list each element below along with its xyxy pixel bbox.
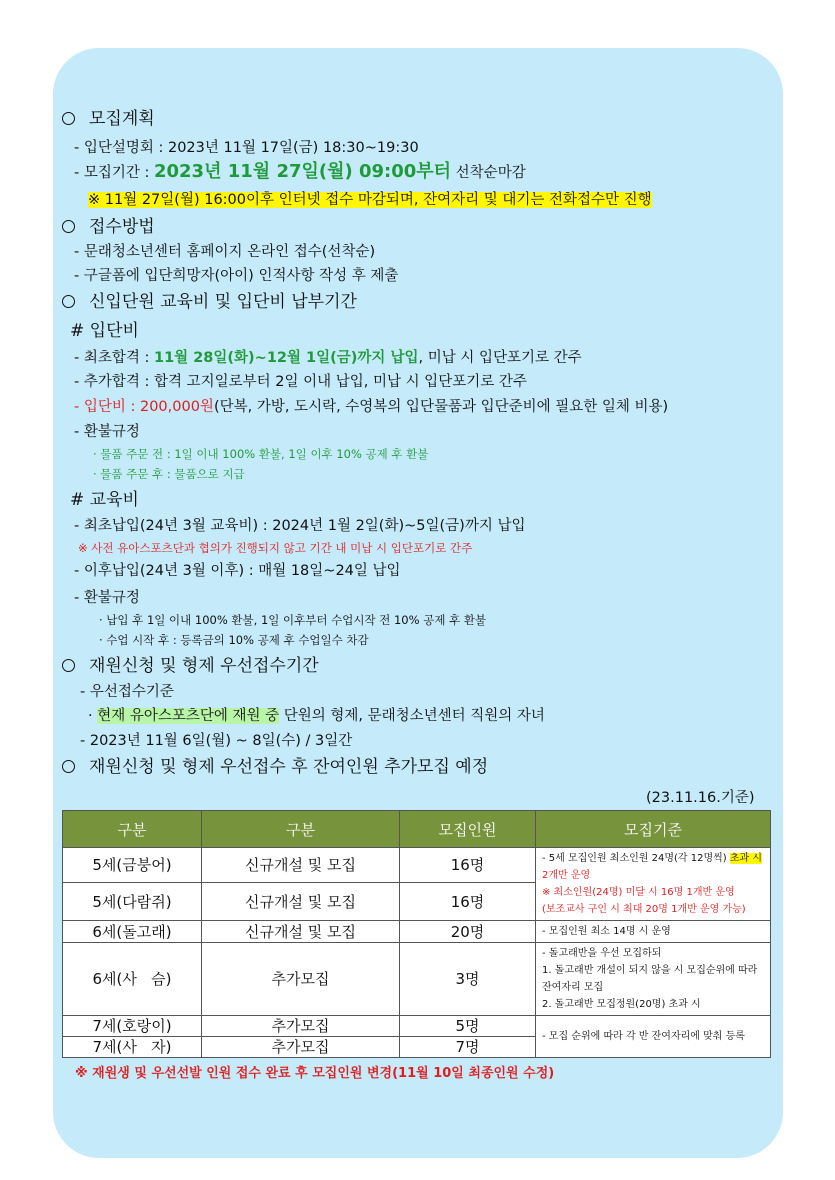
count-cell: 20명 <box>400 921 536 943</box>
entry-fee-heading: # 입단비 <box>70 321 139 341</box>
header-cell: 모집인원 <box>400 811 536 848</box>
count-cell: 5명 <box>400 1016 536 1037</box>
count-cell: 16명 <box>400 883 536 921</box>
entry-refund-heading: - 환불규정 <box>74 424 140 440</box>
tuition-first-payment: - 최초납입(24년 3월 교육비) : 2024년 1월 2일(화)~5일(금)까지 납입 <box>74 518 526 534</box>
criteria-cell: - 돌고래반을 우선 모집하되 1. 돌고래반 개설이 되지 않을 시 모집순위에 따라 잔여자리 모집 2. 돌고래반 모집정원(20명) 초과 시 <box>536 943 771 1016</box>
type-cell: 추가모집 <box>202 1037 400 1058</box>
header-cell: 구분 <box>63 811 202 848</box>
count-cell: 16명 <box>400 848 536 883</box>
tuition-warning: ※ 사전 유아스포츠단과 협의가 진행되지 않고 기간 내 미납 시 입단포기로 간주 <box>78 541 473 555</box>
tuition-refund-heading: - 환불규정 <box>74 590 140 606</box>
criteria-cell: - 5세 모집인원 최소인원 24명(각 12명씩) 초과 시 2개반 운영 ※ 최소인원(24명) 미달 시 16명 1개반 운영 (보조교사 구인 시 최대 20명 1개반 운영 가능) <box>536 848 771 921</box>
age-cell: 5세(금붕어) <box>63 848 202 883</box>
priority-criteria: · 현재 유아스포츠단에 재원 중 단원의 형제, 문래청소년센터 직원의 자녀 <box>88 708 545 724</box>
header-cell: 구분 <box>202 811 400 848</box>
table-date-note: (23.11.16.기준) <box>646 790 755 806</box>
section-heading-method: 접수방법 <box>62 216 155 238</box>
period-line: - 모집기간 : 2023년 11월 27일(월) 09:00부터 선착순마감 <box>74 161 526 182</box>
section-heading-remaining: 재원신청 및 형제 우선접수 후 잔여인원 추가모집 예정 <box>62 756 488 778</box>
tuition-refund-item: · 납입 후 1일 이내 100% 환불, 1일 이후부터 수업시작 전 10% 공제 후 환불 <box>99 613 487 627</box>
circle-bullet-icon <box>62 295 75 308</box>
table-row <box>63 848 771 883</box>
type-cell: 신규개설 및 모집 <box>202 848 400 883</box>
tuition-heading: # 교육비 <box>70 490 139 510</box>
circle-bullet-icon <box>62 112 75 125</box>
circle-bullet-icon <box>62 760 75 773</box>
criteria-cell: - 모집 순위에 따라 각 반 잔여자리에 맞춰 등록 <box>536 1016 771 1058</box>
type-cell: 추가모집 <box>202 943 400 1016</box>
table-row <box>63 921 771 943</box>
recruitment-table <box>62 810 771 1058</box>
age-cell: 7세(사 자) <box>63 1037 202 1058</box>
period-notice: ※ 11월 27일(월) 16:00이후 인터넷 접수 마감되며, 잔여자리 및 대기는 전화접수만 진행 <box>88 192 652 208</box>
tuition-refund-item: · 수업 시작 후 : 등록금의 10% 공제 후 수업일수 차감 <box>99 633 369 647</box>
method-item: - 문래청소년센터 홈페이지 온라인 접수(선착순) <box>74 244 376 260</box>
count-cell: 3명 <box>400 943 536 1016</box>
count-cell: 7명 <box>400 1037 536 1058</box>
section-heading-fees: 신입단원 교육비 및 입단비 납부기간 <box>62 291 357 313</box>
section-heading-plan: 모집계획 <box>62 108 155 130</box>
type-cell: 추가모집 <box>202 1016 400 1037</box>
method-item: - 구글폼에 입단희망자(아이) 인적사항 작성 후 제출 <box>74 268 399 284</box>
age-cell: 6세(돌고래) <box>63 921 202 943</box>
tuition-later-payment: - 이후납입(24년 3월 이후) : 매월 18일~24일 납입 <box>74 563 401 579</box>
table-footnote: ※ 재원생 및 우선선발 인원 접수 완료 후 모집인원 변경(11월 10일 최종인원 수정) <box>75 1066 555 1081</box>
circle-bullet-icon <box>62 220 75 233</box>
type-cell: 신규개설 및 모집 <box>202 883 400 921</box>
age-cell: 5세(다람쥐) <box>63 883 202 921</box>
priority-period: - 2023년 11월 6일(월) ~ 8일(수) / 3일간 <box>80 733 353 749</box>
table-row <box>63 1016 771 1037</box>
entry-refund-item: · 물품 주문 후 : 물품으로 지급 <box>93 467 245 481</box>
header-cell: 모집기준 <box>536 811 771 848</box>
criteria-cell: - 모집인원 최소 14명 시 운영 <box>536 921 771 943</box>
age-cell: 7세(호랑이) <box>63 1016 202 1037</box>
age-cell: 6세(사 슴) <box>63 943 202 1016</box>
briefing-line: - 입단설명회 : 2023년 11월 17일(금) 18:30~19:30 <box>74 140 419 156</box>
section-heading-priority: 재원신청 및 형제 우선접수기간 <box>62 655 319 677</box>
entry-fee-line: - 입단비 : 200,000원(단복, 가방, 도시락, 수영복의 입단물품과 입단준비에 필요한 일체 비용) <box>74 399 669 415</box>
type-cell: 신규개설 및 모집 <box>202 921 400 943</box>
table-row <box>63 943 771 1016</box>
priority-criteria-heading: - 우선접수기준 <box>80 684 174 700</box>
circle-bullet-icon <box>62 659 75 672</box>
entry-refund-item: · 물품 주문 전 : 1일 이내 100% 환불, 1일 이후 10% 공제 후 환불 <box>93 447 429 461</box>
entry-first-pass: - 최초합격 : 11월 28일(화)~12월 1일(금)까지 납입, 미납 시 입단포기로 간주 <box>74 350 582 366</box>
entry-additional-pass: - 추가합격 : 합격 고지일로부터 2일 이내 납입, 미납 시 입단포기로 간주 <box>74 374 527 390</box>
table-header-row <box>63 811 771 848</box>
